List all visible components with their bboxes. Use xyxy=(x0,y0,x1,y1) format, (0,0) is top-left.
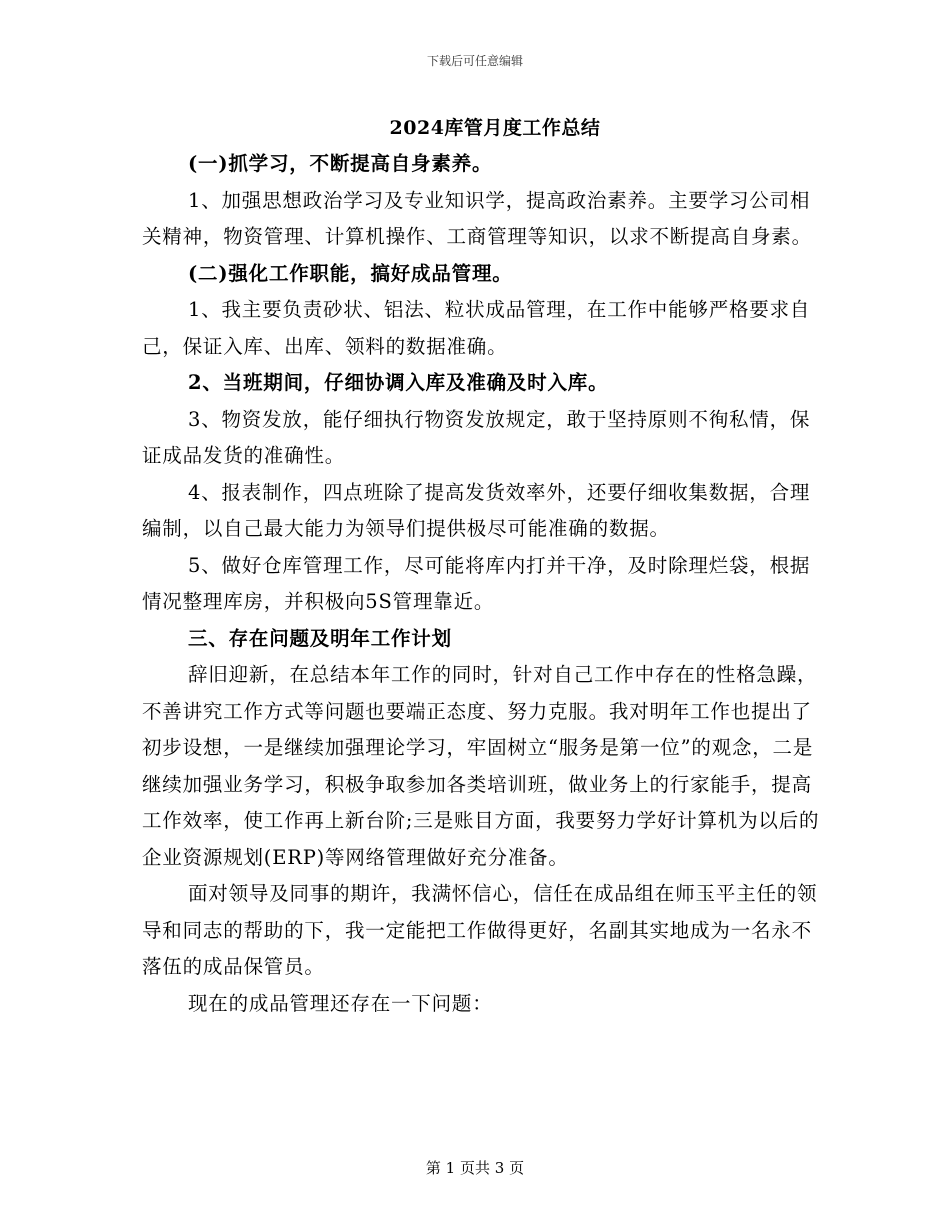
section-heading: 2、当班期间，仔细协调入库及准确及时入库。 xyxy=(188,371,609,394)
section-heading: 三、存在问题及明年工作计划 xyxy=(188,626,452,650)
body-paragraph: 辞旧迎新，在总结本年工作的同时，针对自己工作中存在的性格急躁，不善讲究工作方式等问题也要端正态度、努力克服。我对明年工作也提出了初步设想，一是继续加强理论学习，牢固树立“服务是第一位”的观念，二是继续加强业务学习，积极争取参加各类培训班，做业务上的行家能手，提高工作效率，使工作再上新台阶;三是账目方面，我要努力学好计算机为以后的企业资源规划(ERP)等网络管理做好充分准备。 xyxy=(142,663,820,869)
document-body xyxy=(142,146,822,1022)
body-paragraph: 面对领导及同事的期许，我满怀信心，信任在成品组在师玉平主任的领导和同志的帮助的下，我一定能把工作做得更好，名副其实地成为一名永不落伍的成品保管员。 xyxy=(142,882,818,978)
section-heading: (二)强化工作职能，搞好成品管理。 xyxy=(188,261,513,285)
header-note: 下载后可任意编辑 xyxy=(426,54,523,68)
body-paragraph: 4、报表制作，四点班除了提高发货效率外，还要仔细收集数据，合理编制，以自己最大能力为领导们提供极尽可能准确的数据。 xyxy=(142,480,811,540)
body-paragraph: 1、加强思想政治学习及专业知识学，提高政治素养。主要学习公司相关精神，物资管理、计算机操作、工商管理等知识，以求不断提高自身素。 xyxy=(142,188,812,248)
section-heading: (一)抓学习，不断提高自身素养。 xyxy=(188,152,493,175)
page-number-footer: 第 1 页共 3 页 xyxy=(425,1159,525,1177)
body-paragraph: 1、我主要负责砂状、铝法、粒状成品管理，在工作中能够严格要求自己，保证入库、出库、领料的数据准确。 xyxy=(142,298,811,358)
body-paragraph: 现在的成品管理还存在一下问题： xyxy=(188,991,493,1015)
body-paragraph: 5、做好仓库管理工作，尽可能将库内打并干净，及时除理烂袋，根据情况整理库房，并积极向5S管理靠近。 xyxy=(142,553,811,613)
document-title: 2024库管月度工作总结 xyxy=(389,117,601,139)
body-paragraph: 3、物资发放，能仔细执行物资发放规定，敢于坚持原则不徇私情，保证成品发货的准确性。 xyxy=(142,407,811,467)
